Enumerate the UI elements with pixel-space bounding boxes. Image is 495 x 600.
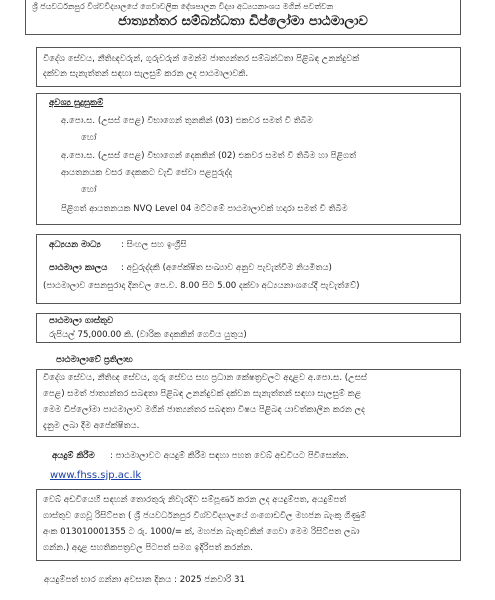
medium-value: : සිංහල සහ ඉංග්‍රීසි	[121, 240, 187, 250]
footer-box	[36, 489, 461, 561]
website-link[interactable]: www.fhss.sjp.ac.lk	[50, 470, 142, 481]
details-box	[36, 234, 461, 304]
fee-heading: පාඨමාලා ගාස්තුව	[49, 316, 114, 326]
medium-label: අධ්‍යයන මාධ්‍ය	[49, 240, 101, 250]
page-title: ජාත්‍යන්තර සම්බන්ධතා ඩිප්ලෝමා පාඨමාලාව	[118, 14, 368, 29]
intro-box	[36, 47, 461, 87]
benefits-line: පෙළ) සමත් ජාත්‍යන්තර සබඳතා පිළිබඳ උනන්දුවක් දක්වන සැනැත්තන් සඳහා සැලසුම් කළ	[43, 389, 362, 399]
benefits-heading: පාඨමාලාවේ ප්‍රතිලාභ	[56, 355, 133, 365]
benefits-line: දැනුම ලබා දීම අපේක්ෂිතය.	[43, 421, 140, 431]
header-box	[25, 0, 461, 35]
fee-value: රුපියල් 75,000.00 කි. (වාරික දෙකකින් ගෙවිය යුතුය)	[49, 330, 247, 340]
header-top-line: ශ්‍රී ජයවර්ධනපුර විශ්වවිද්‍යාලයේ ගෙවාවලික දේශපාලන විද්‍යා අධ්‍යයනාංශය මගින් පවත්වන	[32, 2, 334, 11]
qualification-or: හෝ	[81, 185, 97, 195]
qualifications-heading: අවශ්‍ය සුදුසුකම්	[49, 98, 104, 108]
qualification-line: අ.පො.ස. (උසස් පෙළ) විභාගෙන් තුනකින් (03) එකවර සමත් වී තිබීම	[61, 116, 313, 126]
duration-value: : අවුරුද්දකි (අපේක්ෂිත සංඛ්‍යාව අනුව පැවැත්වීම නියමිතය)	[121, 263, 332, 273]
apply-text: : පාඨමාලාවට අයදුම් කිරීම සඳහා පහත වෙබ් අඩවියට පිවිසෙන්න.	[110, 451, 349, 461]
qualification-line: ආයතනයක වසර දෙකකට වැඩි සේවා පළපුරුද්ද	[61, 168, 233, 178]
qualification-line: අ.පො.ස. (උසස් පෙළ) විභාගෙන් දෙකකින් (02) එකවර සමත් වී තිබීම හා පිළිගත්	[61, 151, 357, 161]
duration-note: (පාඨමාලාව සෙනසුරාදා දිනවල පෙ.ව. 8.00 සිට 5.00 දක්වා අධ්‍යයනාංශයේදී පැවැත්වේ)	[43, 281, 360, 291]
duration-label: පාඨමාලා කාලය	[49, 263, 108, 273]
footer-line: ගාස්තුව ගෙවූ රිසිට්පත ( ශ්‍රී ජයවර්ධනපුර විශ්වවිද්‍යාලයේ ගංගොඩවිල මහජන බැංකු ගිණුම්	[43, 511, 367, 521]
intro-line: විදේශ සේවය, නීතිඥවරුන්, ගුරුවරුන් මෙන්ම ජාත්‍යන්තර සම්බන්ධතා පිළිබඳ උනන්දුවක්	[43, 54, 360, 64]
footer-line: වෙබ් අඩවියෙහි සඳහන් තොරතුරු නිවැරදිව සම්පූර්ණ කරන ලද අයදුම්පත, අයදුම්පත්	[43, 495, 347, 505]
apply-label: අයදුම් කිරීම	[52, 451, 95, 461]
intro-line: දක්වන සැනැත්තන් සඳහා සැලසුම් කරන ලද පාඨමාලාවකි.	[43, 69, 249, 79]
benefits-box	[36, 369, 461, 437]
qualifications-box	[36, 93, 461, 225]
qualification-or: හෝ	[81, 133, 97, 143]
benefits-line: මෙම ඩිප්ලෝමා පාඨමාලාව මගින් ජාත්‍යන්තර සබඳතා විෂය පිළිබඳ යාවත්කාලීන කරන ලද	[43, 405, 365, 415]
footer-line: අංක 013010001355 ට රු. 1000/= ක්, මහජන බැංකුවකින් ගෙවා මෙම රිසිට්පත ලබා	[43, 527, 360, 537]
footer-line: ගන්න.) අදාළ සහතිකපත්‍රවල පිටපත් සමග ඉදිරිපත් කරන්න.	[43, 543, 254, 553]
qualification-line: පිළිගත් ආයතනයක NVQ Level 04 මට්ටමේ පාඨමාලාවක් හදාරා සමත් වී තිබීම	[61, 204, 348, 214]
deadline-text: අයදුම්පත් භාර ගන්නා අවසාන දිනය : 2025 ජනවාරි 31	[44, 575, 245, 585]
fee-box	[36, 313, 461, 343]
benefits-line: විදේශ සේවය, නීතිඥ සේවය, ගුරු සේවය සහ ප්‍රධාන කේෂත්‍රවලට අදාළව අ.පො.ස. (උසස්	[43, 373, 368, 383]
